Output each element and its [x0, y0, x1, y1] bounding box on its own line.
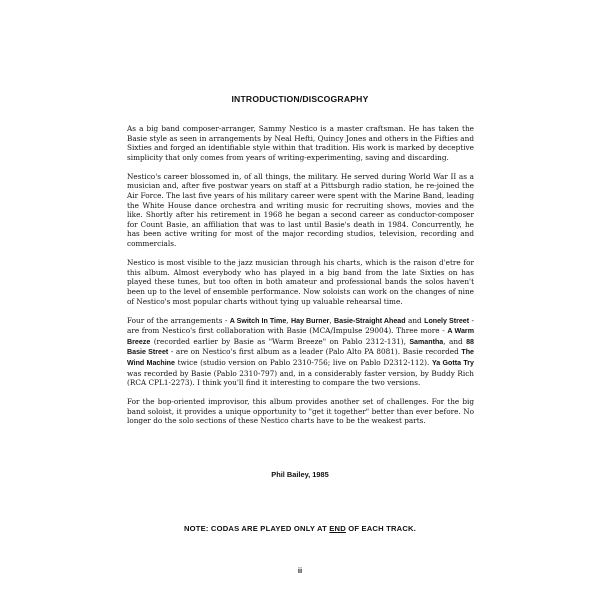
tune-title: The Wind Machine [127, 348, 474, 367]
tune-title: Hay Burner [291, 316, 330, 325]
note-text: NOTE: CODAS ARE PLAYED ONLY AT [183, 524, 330, 533]
text-run: - are from Nestico's first collaboration with Basie (MCA/Impulse 29004). Three more - [127, 315, 474, 336]
tune-title: Samantha [409, 337, 444, 346]
text-run: twice (studio version on Pablo 2310-756; live on Pablo D2312-112). [174, 357, 432, 367]
text-run: (recorded earlier by Basie as "Warm Breeze" on Pablo 2312-131), [150, 336, 410, 346]
note-emphasis: END [329, 524, 346, 533]
note-text: OF EACH TRACK. [345, 524, 416, 533]
paragraph-intro: As a big band composer-arranger, Sammy Nestico is a master craftsman. He has taken the Basie style as seen in arrangements by Neal Hefti, Quincy Jones and others in the Fifties and Sixties and forged an identifiable style within that tradition. His work is marked by deceptive simplicity that only comes from years of writing-experimenting, saving and discarding. [127, 124, 474, 162]
tune-title: Ya Gotta Try [431, 358, 474, 367]
paragraph-discography [127, 316, 474, 388]
text-run: Four of the arrangements - [127, 315, 230, 325]
page-title: INTRODUCTION/DISCOGRAPHY [231, 94, 369, 104]
text-run: , [286, 315, 291, 325]
paragraph-soloists: For the bop-oriented improvisor, this album provides another set of challenges. For the big band soloist, it provides a unique opportunity to "get it together" better than ever before. No longer do the solo sections of these Nestico charts have to be the weakest parts. [127, 397, 474, 426]
text-run: - are on Nestico's first album as a leader (Palo Alto PA 8081). Basie recorded [168, 347, 462, 357]
paragraph-purpose: Nestico is most visible to the jazz musician through his charts, which is the raison d'etre for this album. Almost everybody who has played in a big band from the late Sixties on has played these tunes, but too often in both amateur and professional bands the solos haven't been up to the level of ensemble performance. Now soloists can work on the changes of nine of Nestico's most popular charts without tying up valuable rehearsal time. [127, 258, 474, 306]
coda-note [0, 524, 600, 533]
body-text [127, 124, 474, 436]
tune-title: A Switch In Time [229, 316, 287, 325]
tune-title: A Warm Breeze [127, 327, 474, 346]
tune-title: Basie-Straight Ahead [334, 316, 406, 325]
text-run: was recorded by Basie (Pablo 2310-797) and, in a considerably faster version, by Buddy Rich (RCA CPL1-2273). I think you'll find it interesting to compare the two versions. [127, 368, 474, 388]
tune-title: Lonely Street [424, 316, 470, 325]
paragraph-career: Nestico's career blossomed in, of all things, the military. He served during World War II as a musician and, after five postwar years on staff at a Pittsburgh radio station, he re-joined the Air Force. The last five years of his military career were spent with the Marine Band, leading the White House dance orchestra and writing music for recruiting shows, movies and the like. Shortly after his retirement in 1968 he began a second career as conductor-composer for Count Basie, an affiliation that was to last until Basie's death in 1984. Concurrently, he has been active writing for most of the major recording studios, television, recording and commercials. [127, 171, 474, 249]
text-run: , [329, 315, 335, 325]
author-signature: Phil Bailey, 1985 [271, 470, 329, 479]
tune-title: 88 Basie Street [127, 337, 474, 357]
text-run: and [405, 315, 425, 325]
page-number: ii [297, 566, 303, 575]
text-run: , and [443, 336, 467, 346]
